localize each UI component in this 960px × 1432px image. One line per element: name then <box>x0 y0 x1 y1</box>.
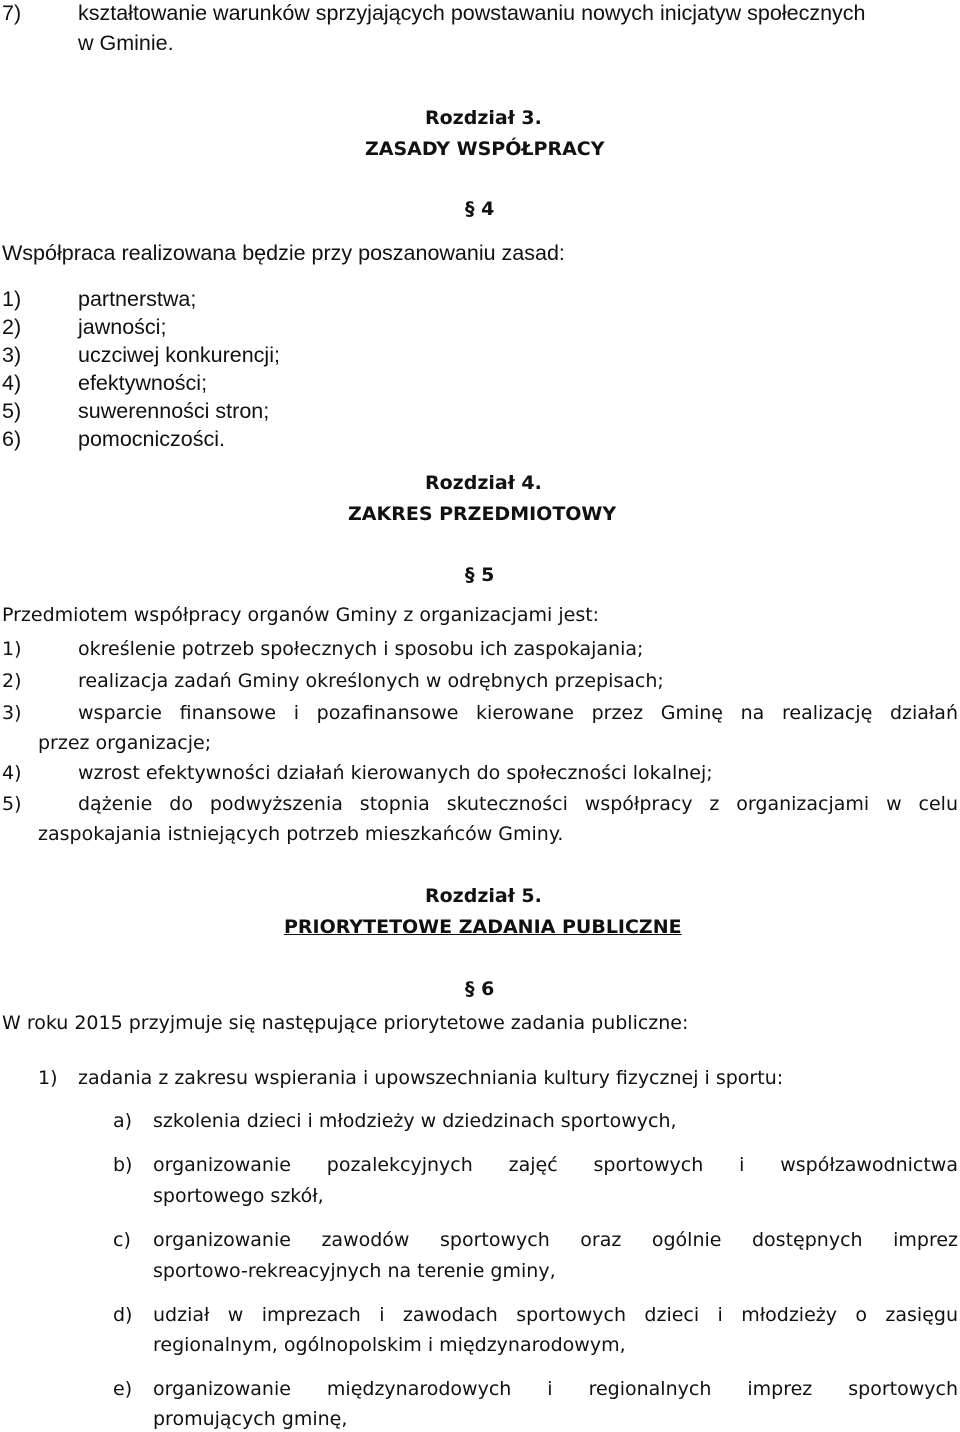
chapter-title: ZASADY WSPÓŁPRACY <box>365 138 605 160</box>
list-item-text: wsparcie finansowe i pozafinansowe kierowane przez Gminę na realizację działań <box>78 702 958 724</box>
list-item-number: 3) <box>2 702 22 724</box>
list-item-text: wzrost efektywności działań kierowanych do społeczności lokalnej; <box>78 762 713 784</box>
sub-item-text: szkolenia dzieci i młodzieży w dziedzinach sportowych, <box>153 1110 677 1132</box>
sub-item-text-continued: sportowego szkół, <box>153 1185 324 1207</box>
list-item-text: efektywności; <box>78 371 208 395</box>
list-item-text-continued: zaspokajania istniejących potrzeb mieszkańców Gminy. <box>38 823 564 845</box>
list-item-number: 6) <box>2 427 22 451</box>
list-item-number: 1) <box>2 638 22 660</box>
section-intro: Współpraca realizowana będzie przy poszanowaniu zasad: <box>2 241 565 265</box>
list-item-text: partnerstwa; <box>78 287 197 311</box>
list-item-number: 7) <box>2 1 22 25</box>
chapter-title: PRIORYTETOWE ZADANIA PUBLICZNE <box>284 916 682 938</box>
list-item-number: 4) <box>2 371 22 395</box>
sub-item-text-continued: sportowo-rekreacyjnych na terenie gminy, <box>153 1260 556 1282</box>
list-item-text: suwerenności stron; <box>78 399 270 423</box>
list-item-text: zadania z zakresu wspierania i upowszechniania kultury fizycznej i sportu: <box>78 1067 784 1089</box>
chapter-heading: Rozdział 4. <box>425 472 542 494</box>
list-item-text: dążenie do podwyższenia stopnia skuteczności współpracy z organizacjami w celu <box>78 793 958 815</box>
sub-item-text-continued: promujących gminę, <box>153 1408 348 1430</box>
list-item-text-continued: w Gminie. <box>78 31 174 55</box>
sub-item-text: organizowanie pozalekcyjnych zajęć sportowych i współzawodnictwa <box>153 1154 958 1176</box>
list-item-number: 2) <box>2 670 22 692</box>
section-intro: Przedmiotem współpracy organów Gminy z organizacjami jest: <box>2 604 600 626</box>
list-item-number: 1) <box>2 287 22 311</box>
list-item-text: jawności; <box>78 315 167 339</box>
sub-item-letter: d) <box>113 1304 133 1326</box>
list-item-number: 4) <box>2 762 22 784</box>
list-item-text: uczciwej konkurencji; <box>78 343 280 367</box>
sub-item-text: organizowanie międzynarodowych i regionalnych imprez sportowych <box>153 1378 958 1400</box>
list-item-text: określenie potrzeb społecznych i sposobu ich zaspokajania; <box>78 638 644 660</box>
list-item-number: 1) <box>38 1067 58 1089</box>
sub-item-text-continued: regionalnym, ogólnopolskim i międzynarodowym, <box>153 1334 626 1356</box>
chapter-title: ZAKRES PRZEDMIOTOWY <box>348 503 617 525</box>
list-item-text: kształtowanie warunków sprzyjających powstawaniu nowych inicjatyw społecznych <box>78 1 866 25</box>
sub-item-letter: e) <box>113 1378 133 1400</box>
chapter-heading: Rozdział 3. <box>425 107 542 129</box>
section-symbol: § 6 <box>465 978 495 1000</box>
sub-item-letter: a) <box>113 1110 133 1132</box>
sub-item-letter: b) <box>113 1154 133 1176</box>
list-item-number: 5) <box>2 793 22 815</box>
chapter-heading: Rozdział 5. <box>425 885 542 907</box>
list-item-number: 5) <box>2 399 22 423</box>
list-item-text-continued: przez organizacje; <box>38 732 212 754</box>
list-item-number: 2) <box>2 315 22 339</box>
section-intro: W roku 2015 przyjmuje się następujące priorytetowe zadania publiczne: <box>2 1012 689 1034</box>
list-item-number: 3) <box>2 343 22 367</box>
sub-item-text: organizowanie zawodów sportowych oraz ogólnie dostępnych imprez <box>153 1229 958 1251</box>
list-item-text: realizacja zadań Gminy określonych w odrębnych przepisach; <box>78 670 664 692</box>
list-item-text: pomocniczości. <box>78 427 225 451</box>
sub-item-text: udział w imprezach i zawodach sportowych dzieci i młodzieży o zasięgu <box>153 1304 958 1326</box>
section-symbol: § 4 <box>465 198 495 220</box>
sub-item-letter: c) <box>113 1229 131 1251</box>
section-symbol: § 5 <box>465 564 495 586</box>
